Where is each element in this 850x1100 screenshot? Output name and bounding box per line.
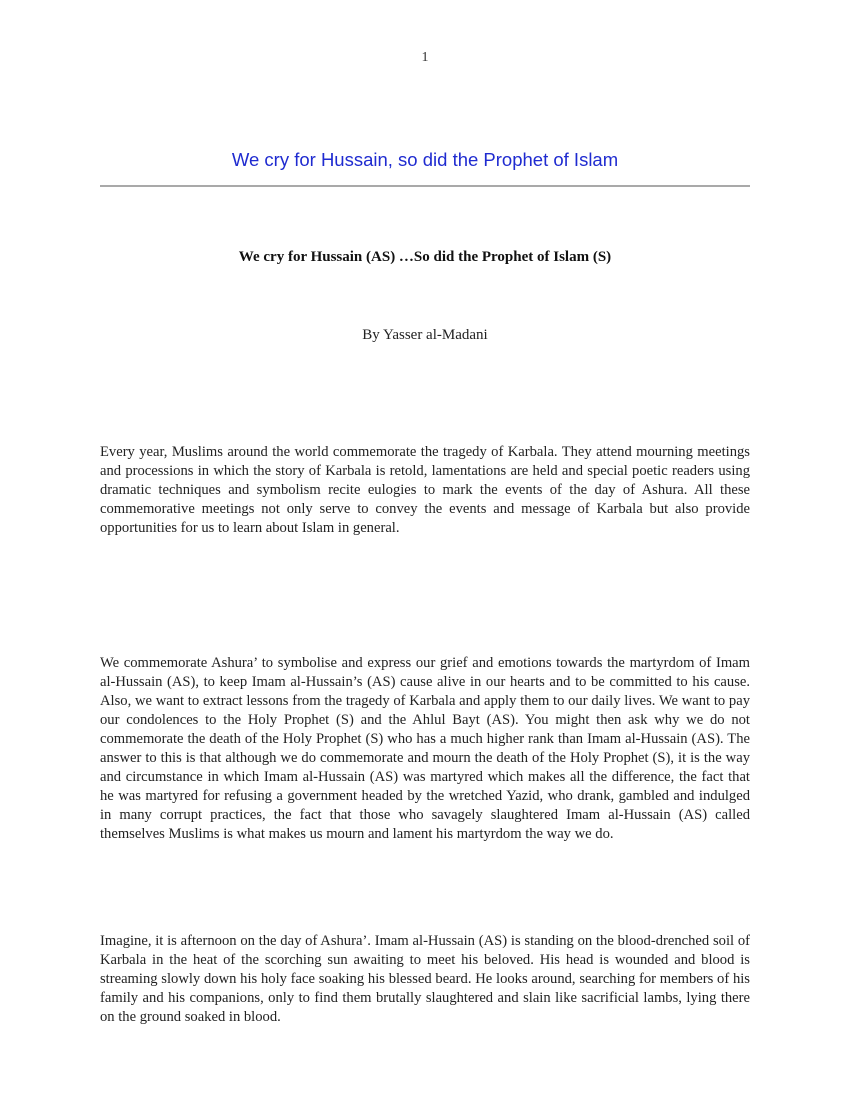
- article-title: We cry for Hussain (AS) …So did the Prophet of Islam (S): [238, 249, 612, 265]
- paragraph-intro: Every year, Muslims around the world commemorate the tragedy of Karbala. They attend mourning meetings and processions in which the story of Karbala is retold, lamentations are held and special poetic readers using dramatic techniques and symbolism recite eulogies to mark the events of the day of Ashura. All these commemorative meetings not only serve to convey the events and message of Karbala but also provide opportunities for us to learn about Islam in general.: [100, 444, 750, 536]
- page-number: 1: [421, 50, 429, 65]
- paragraph-ashura-afternoon: Imagine, it is afternoon on the day of Ashura’. Imam al-Hussain (AS) is standing on the blood-drenched soil of Karbala in the heat of the scorching sun awaiting to meet his beloved. His head is wounded and blood is streaming slowly down his holy face soaking his blessed beard. He looks around, searching for members of his family and his companions, only to find them brutally slaughtered and slain like sacrificial lambs, lying there on the ground soaked in blood.: [100, 933, 750, 1025]
- paragraph-commemoration: We commemorate Ashura’ to symbolise and express our grief and emotions towards the martyrdom of Imam al-Hussain (AS), to keep Imam al-Hussain’s (AS) cause alive in our hearts and to be committed to his cause. Also, we want to extract lessons from the tragedy of Karbala and apply them to our daily lives. We want to pay our condolences to the Holy Prophet (S) and the Ahlul Bayt (AS). You might then ask why we do not commemorate the death of the Holy Prophet (S) who has a much higher rank than Imam al-Hussain (AS). The answer to this is that although we do commemorate and mourn the death of the Holy Prophet (S), it is the way and circumstance in which Imam al-Hussain (AS) was martyred which makes all the difference, the fact that he was martyred for refusing a government headed by the wretched Yazid, who drank, gambled and indulged in many corrupt practices, the fact that those who savagely slaughtered Imam al-Hussain (AS) called themselves Muslims is what makes us mourn and lament his martyrdom the way we do.: [100, 655, 750, 842]
- article-byline: By Yasser al-Madani: [362, 327, 488, 343]
- header-title: We cry for Hussain, so did the Prophet of Islam: [231, 149, 619, 170]
- header-divider: [100, 185, 750, 187]
